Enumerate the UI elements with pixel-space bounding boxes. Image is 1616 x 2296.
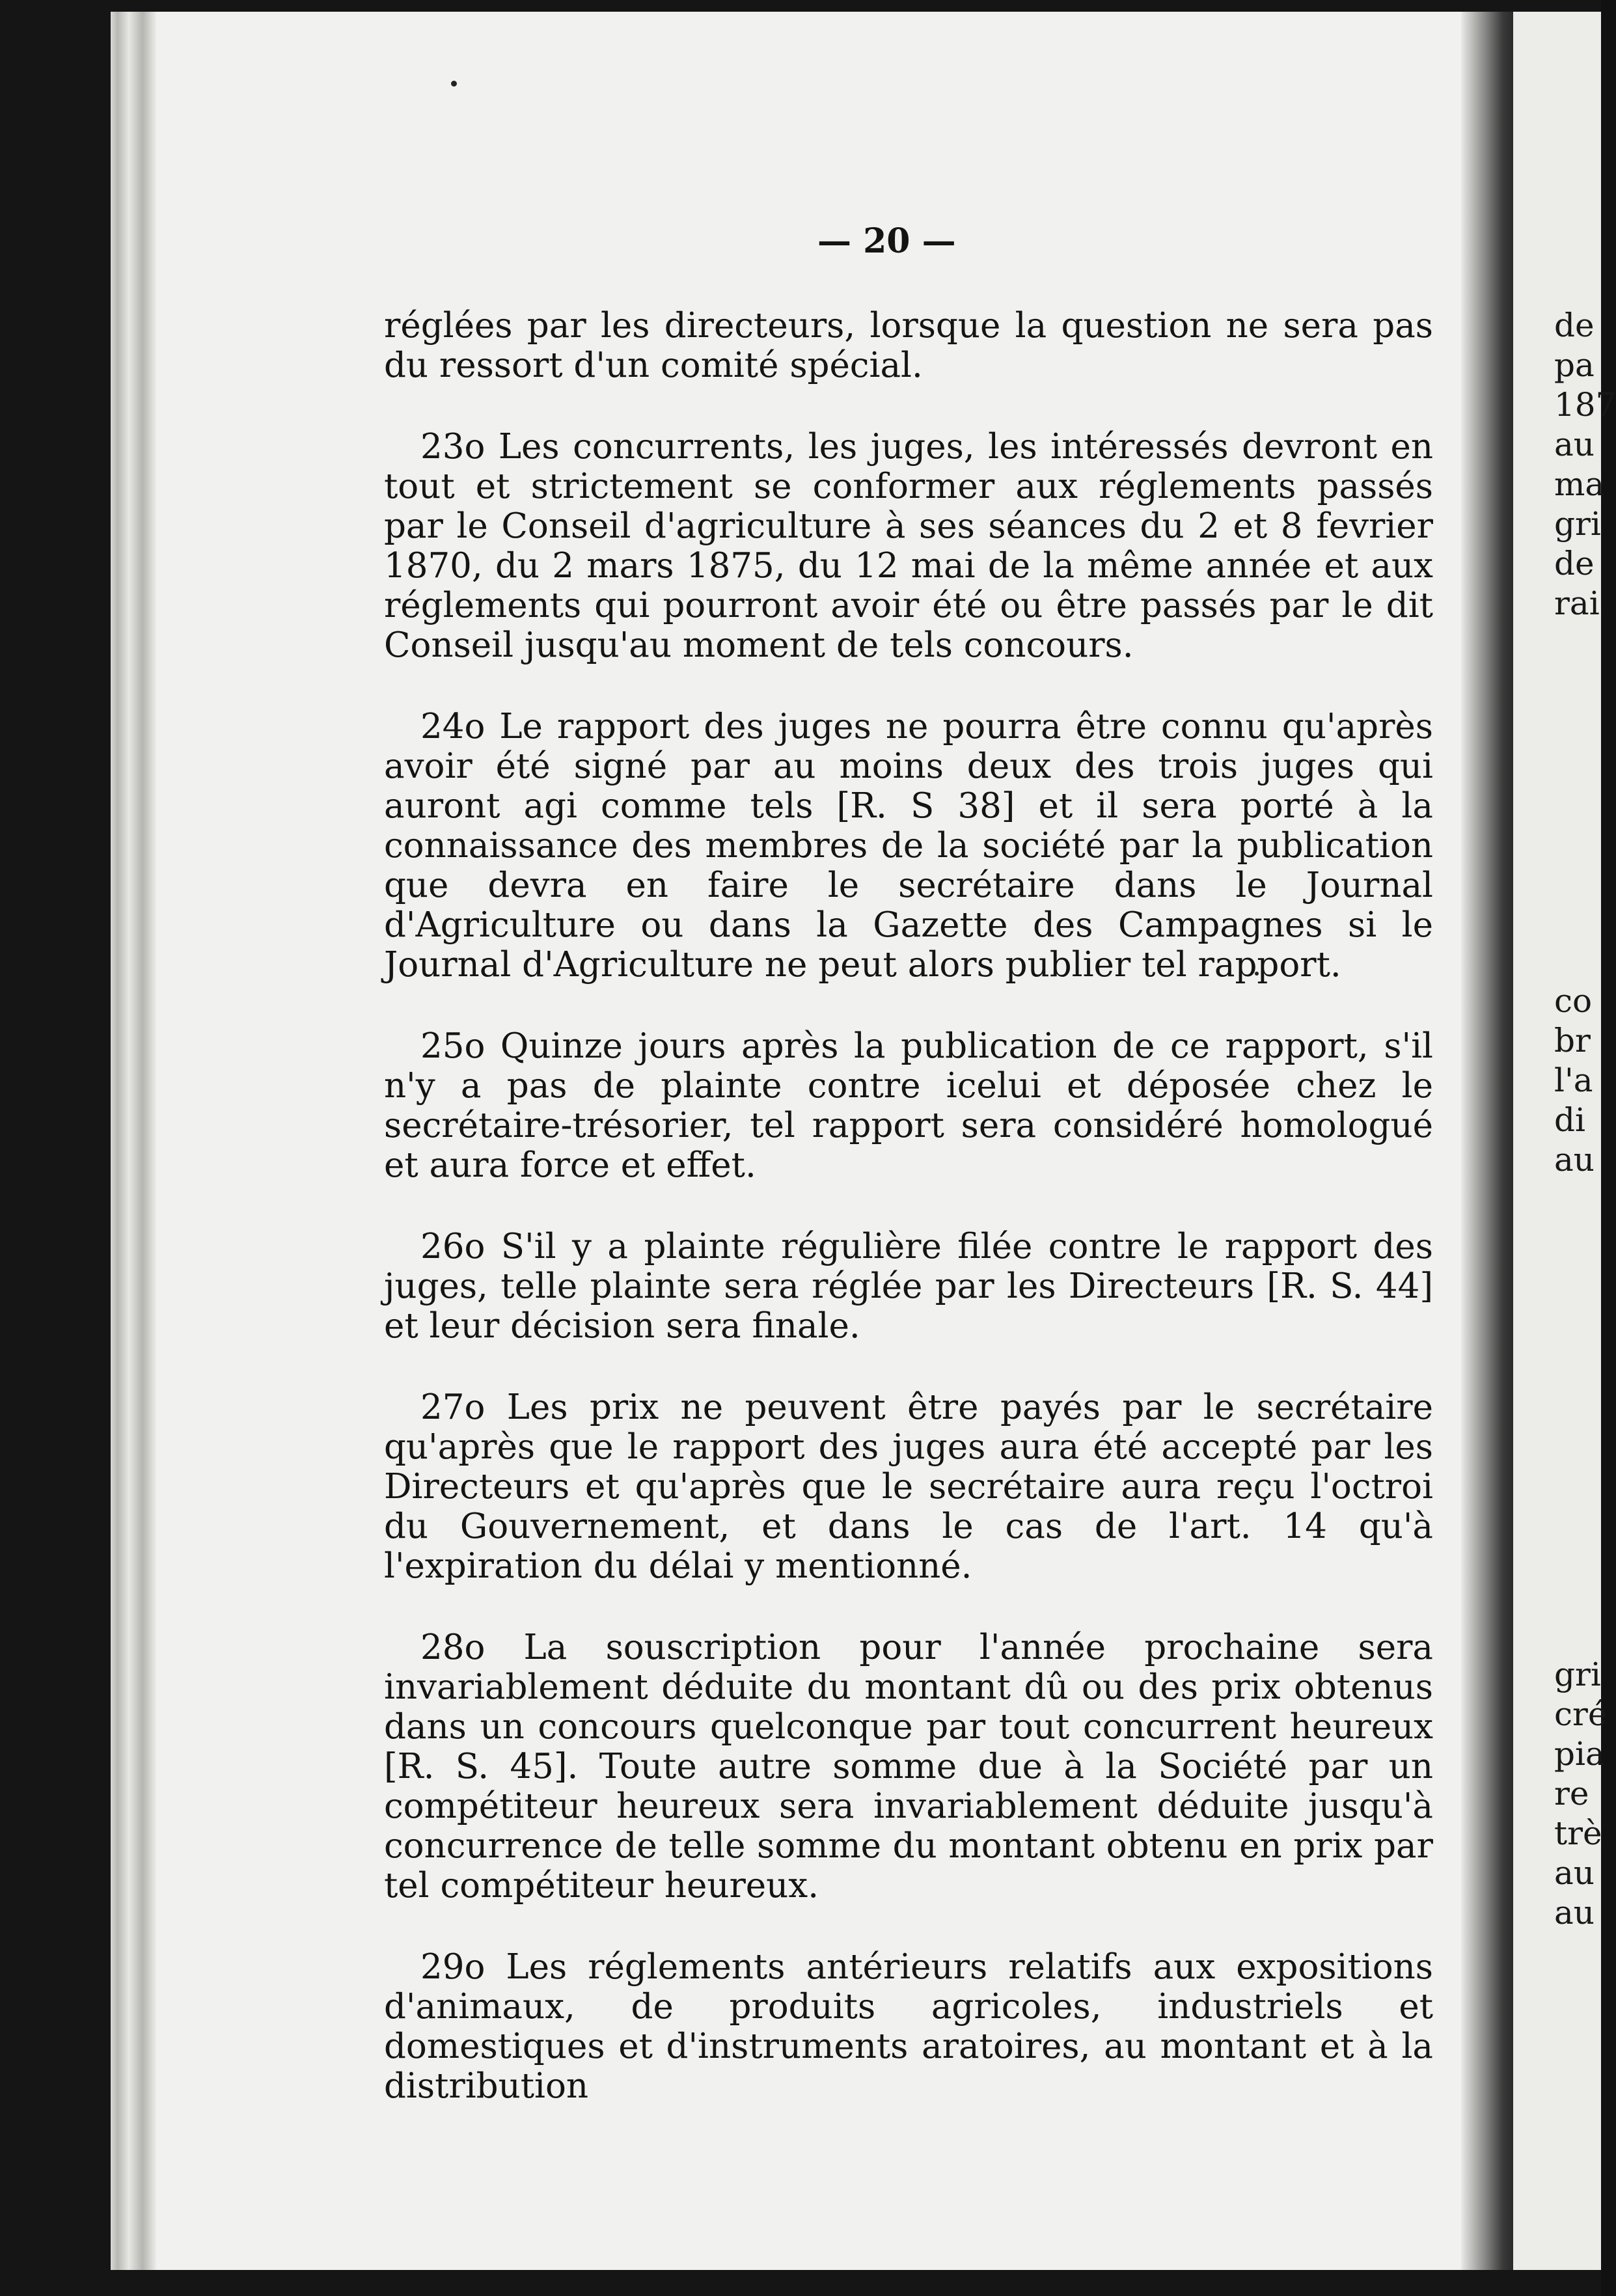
facing-fragment-group-3 <box>1554 1655 1616 1933</box>
facing-fragment: pa <box>1554 346 1595 384</box>
facing-fragment: gri <box>1554 505 1601 543</box>
facing-fragment: cré <box>1554 1695 1608 1733</box>
book-gutter <box>1461 12 1513 2270</box>
facing-fragment: l'a <box>1554 1061 1593 1099</box>
page-left-edge <box>111 12 156 2270</box>
facing-fragment: ma <box>1554 465 1605 503</box>
facing-fragment: au <box>1554 1894 1595 1932</box>
facing-fragment: pia <box>1554 1735 1605 1773</box>
facing-fragment: di <box>1554 1101 1585 1139</box>
facing-fragment: trè <box>1554 1814 1602 1852</box>
facing-fragment: br <box>1554 1022 1591 1059</box>
ink-speck <box>451 81 457 87</box>
paragraph-22-continued: réglées par les directeurs, lorsque la question ne sera pas du ressort d'un comité spécial. <box>384 306 1433 385</box>
facing-fragment: re <box>1554 1775 1589 1812</box>
facing-fragment-group-2 <box>1554 981 1616 1180</box>
paragraph-25: 25o Quinze jours après la publication de ce rapport, s'il n'y a pas de plainte contre icelui et déposée chez le secrétaire-trésorier, tel rapport sera considéré homologué et aura force et effet. <box>384 1026 1433 1185</box>
facing-fragment: gri <box>1554 1656 1601 1693</box>
facing-fragment: rai <box>1554 584 1600 622</box>
paragraph-29: 29o Les réglements antérieurs relatifs aux expositions d'animaux, de produits agricoles, industriels et domestiques et d'instruments aratoires, au montant et à la distribution <box>384 1947 1433 2106</box>
facing-fragment: au <box>1554 1854 1595 1892</box>
facing-fragment: co <box>1554 982 1593 1020</box>
body-text <box>384 306 1433 2106</box>
facing-fragment: 187 <box>1554 386 1616 424</box>
facing-fragment-group-1 <box>1554 306 1616 623</box>
paragraph-23: 23o Les concurrents, les juges, les intéressés devront en tout et strictement se conformer aux réglements passés par le Conseil d'agriculture à ses séances du 2 et 8 fevrier 1870, du 2 mars 1875, du 12 mai de la même année et aux réglements qui pourront avoir été ou être passés par le dit Conseil jusqu'au moment de tels concours. <box>384 427 1433 665</box>
paragraph-28: 28o La souscription pour l'année prochaine sera invariablement déduite du montant dû ou des prix obtenus dans un concours quelconque par tout concurrent heureux [R. S. 45]. Toute autre somme due à la Société par un compétiteur heureux sera invariablement déduite jusqu'à concurrence de telle somme du montant obtenu en prix par tel compétiteur heureux. <box>384 1628 1433 1906</box>
facing-fragment: au <box>1554 1141 1595 1179</box>
facing-fragment: de <box>1554 307 1595 344</box>
facing-fragment: au <box>1554 426 1595 463</box>
paragraph-24: 24o Le rapport des juges ne pourra être connu qu'après avoir été signé par au moins deux des trois juges qui auront agi comme tels [R. S 38] et il sera porté à la connaissance des membres de la société par la publication que devra en faire le secrétaire dans le Journal d'Agriculture ou dans la Gazette des Campagnes si le Journal d'Agriculture ne peut alors publier tel rapport. <box>384 707 1433 985</box>
page-number: — 20 — <box>817 221 956 261</box>
facing-page-text <box>1554 306 1616 1933</box>
facing-fragment: de <box>1554 545 1595 582</box>
paragraph-26: 26o S'il y a plainte régulière filée contre le rapport des juges, telle plainte sera réglée par les Directeurs [R. S. 44] et leur décision sera finale. <box>384 1227 1433 1346</box>
paragraph-27: 27o Les prix ne peuvent être payés par le secrétaire qu'après que le rapport des juges aura été accepté par les Directeurs et qu'après que le secrétaire aura reçu l'octroi du Gouvernement, et dans le cas de l'art. 14 qu'à l'expiration du délai y mentionné. <box>384 1387 1433 1586</box>
